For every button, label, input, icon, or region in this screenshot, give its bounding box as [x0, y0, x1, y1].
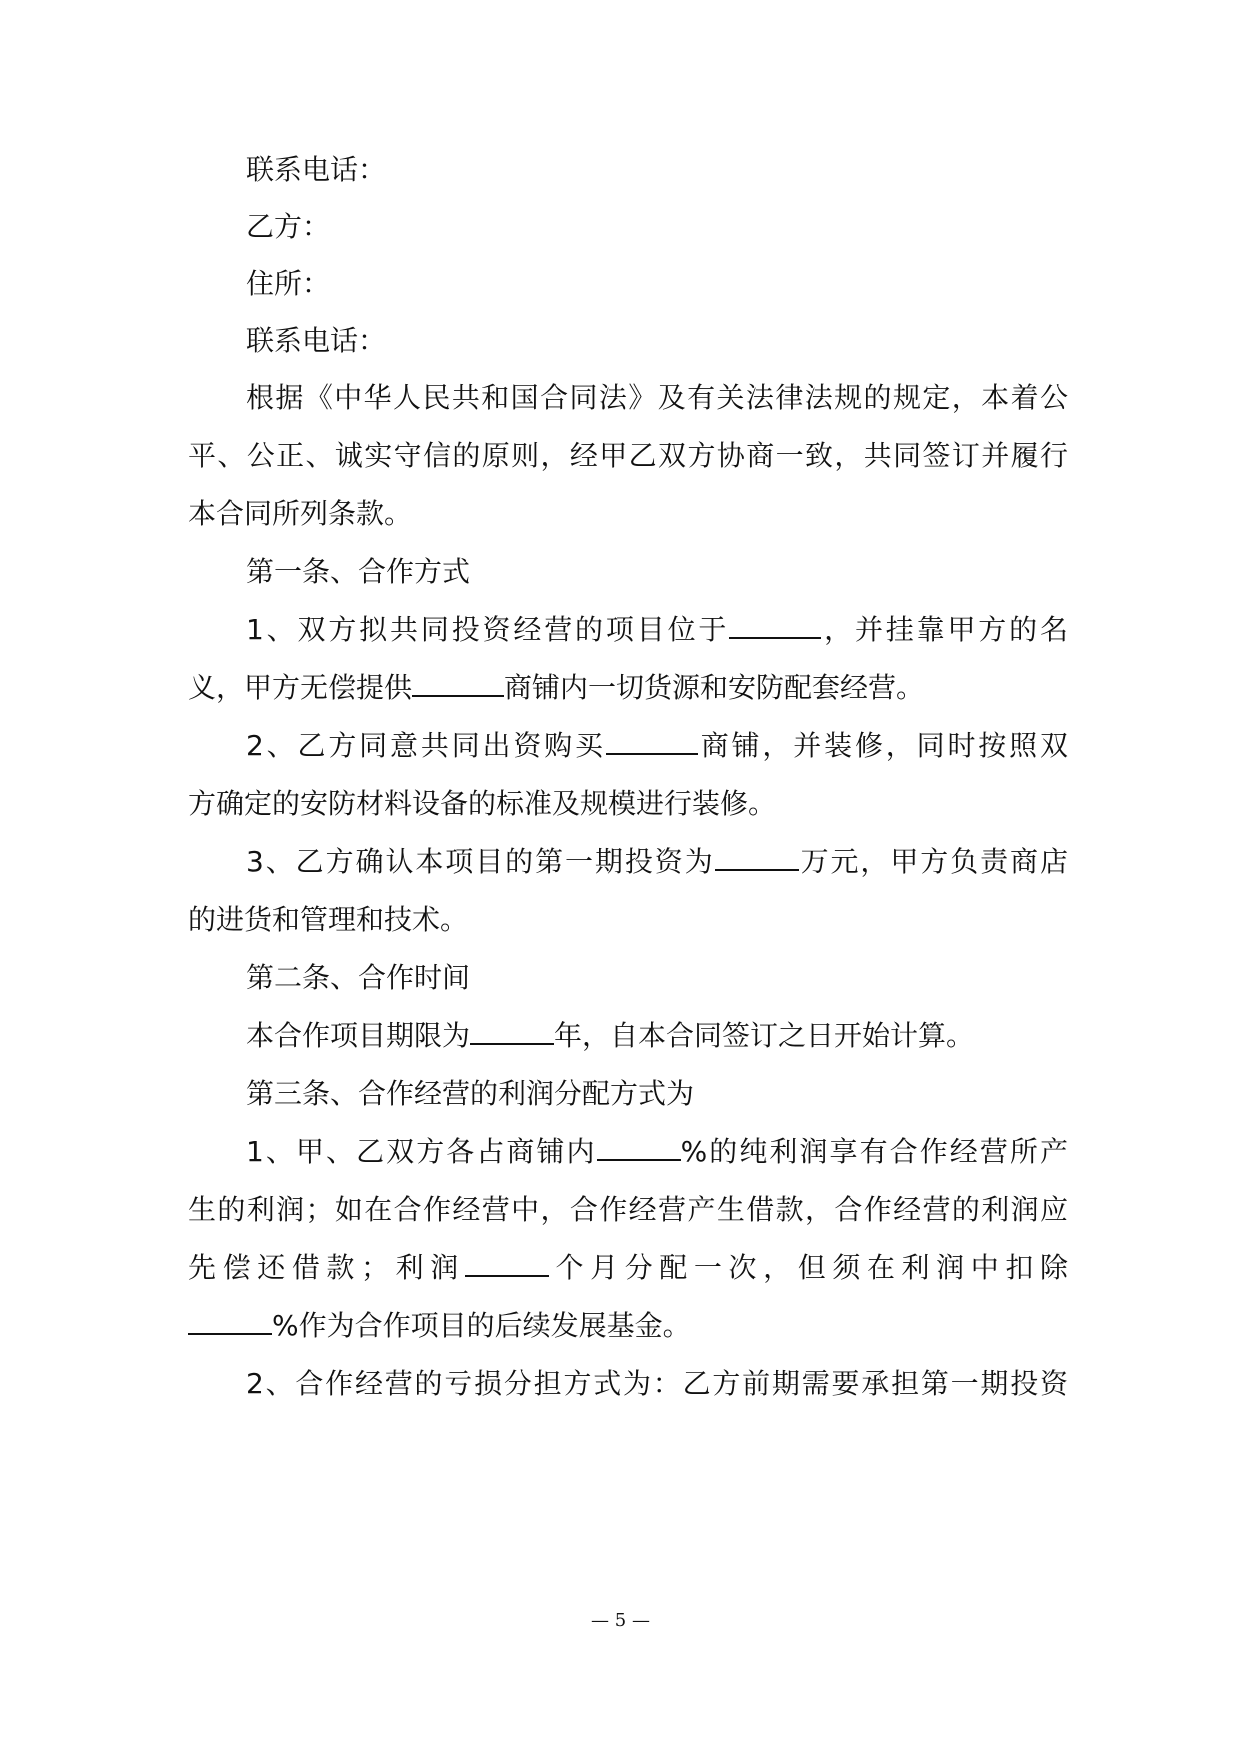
party-b-label: 乙方：: [246, 210, 331, 243]
party-b-phone-label: 联系电话：: [246, 324, 387, 357]
article-1-item-1-line-2: 义，甲方无偿提供 商铺内一切货源和安防配套经营。: [188, 671, 925, 704]
article-3-item-1-line-1: 1、甲、乙双方各占商铺内 %的纯利润享有合作经营所产: [246, 1135, 1068, 1168]
article-1-item-2-line-2: 方确定的安防材料设备的标准及规模进行装修。: [188, 787, 777, 820]
article-2-heading: 第二条、合作时间: [246, 961, 471, 994]
blank-profit-share: [597, 1133, 681, 1161]
article-3-item-1-line-2: 生的利润；如在合作经营中，合作经营产生借款，合作经营的利润应: [188, 1193, 1068, 1226]
blank-shop-name: [412, 669, 504, 697]
article-1-item-2-line-1: 2、乙方同意共同出资购买 商铺，并装修，同时按照双: [246, 729, 1068, 762]
article-3-item-2-line-1: 2、合作经营的亏损分担方式为：乙方前期需要承担第一期投资: [246, 1367, 1068, 1400]
article-1-item-3-line-2: 的进货和管理和技术。: [188, 903, 469, 936]
blank-term-years: [470, 1017, 554, 1045]
blank-shop-purchase: [606, 727, 698, 755]
preamble-line-2: 平、公正、诚实守信的原则，经甲乙双方协商一致，共同签订并履行: [188, 439, 1068, 472]
blank-project-location: [729, 611, 821, 639]
article-3-heading: 第三条、合作经营的利润分配方式为: [246, 1077, 695, 1110]
page-number: — 5 —: [591, 1610, 650, 1631]
party-b-address-label: 住所：: [246, 267, 331, 300]
blank-development-fund: [188, 1307, 272, 1335]
article-1-item-1-line-1: 1、双方拟共同投资经营的项目位于 ，并挂靠甲方的名: [246, 613, 1068, 646]
article-3-item-1-line-4: %作为合作项目的后续发展基金。: [188, 1306, 1068, 1346]
article-2-body: 本合作项目期限为 年，自本合同签订之日开始计算。: [246, 1019, 975, 1052]
preamble-line-1: 根据《中华人民共和国合同法》及有关法律法规的规定，本着公: [246, 381, 1068, 414]
article-3-item-1-line-3: 先偿还借款；利润 个月分配一次，但须在利润中扣除: [188, 1251, 1068, 1284]
blank-distribution-months: [465, 1249, 549, 1277]
party-a-phone-label: 联系电话：: [246, 153, 387, 186]
preamble-line-3: 本合同所列条款。: [188, 497, 413, 530]
article-1-heading: 第一条、合作方式: [246, 555, 471, 588]
article-1-item-3-line-1: 3、乙方确认本项目的第一期投资为 万元，甲方负责商店: [246, 845, 1068, 878]
blank-investment-amount: [715, 843, 799, 871]
